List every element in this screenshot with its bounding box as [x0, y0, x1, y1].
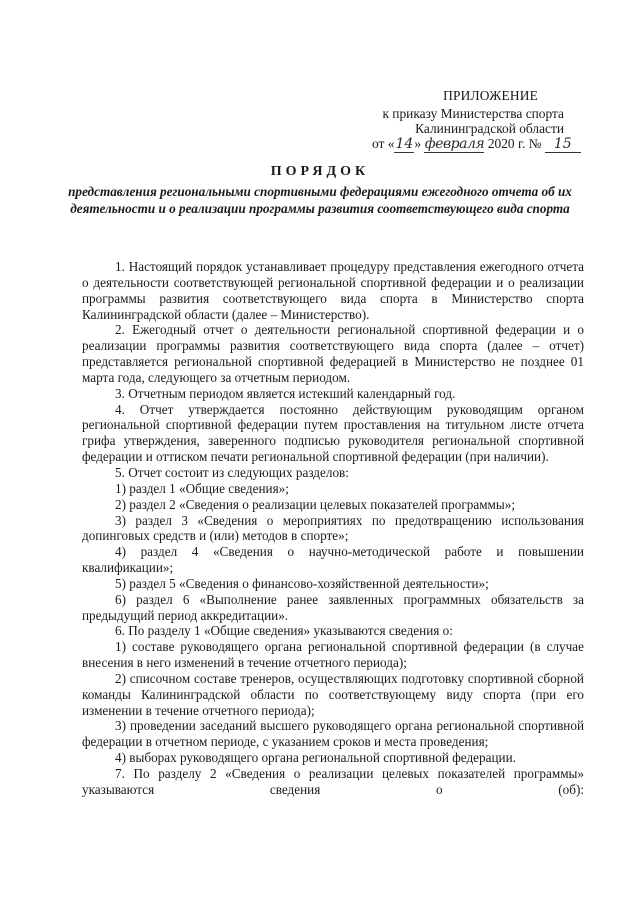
date-mid: » — [414, 136, 422, 151]
list-item-5-2: 2) раздел 2 «Сведения о реализации целевых показателей программы»; — [115, 496, 515, 512]
paragraph-4: 4. Отчет утверждается постоянно действующим руководящим органом региональной спортивной федерации путем проставления на титульном листе отчета грифа утверждения, заверенного подписью руководителя региональной спортивной федерации и оттиском печати региональной спортивной федерации (при наличии). — [82, 401, 584, 465]
order-reference-line2: Калининградской области — [415, 121, 564, 136]
list-item-5-1: 1) раздел 1 «Общие сведения»; — [115, 480, 289, 496]
order-date-line — [372, 136, 581, 153]
list-item-5-4: 4) раздел 4 «Сведения о научно-методической работе и повышении квалификации»; — [82, 544, 584, 576]
list-item-6-3: 3) проведении заседаний высшего руководящего органа региональной спортивной федерации в отчетном периоде, с указанием сроков и места проведения; — [82, 718, 584, 750]
document-title: ПОРЯДОК — [270, 164, 370, 179]
date-year: 2020 г. № — [487, 136, 542, 151]
appendix-title: ПРИЛОЖЕНИЕ — [443, 88, 538, 103]
paragraph-3: 3. Отчетным периодом является истекший календарный год. — [115, 385, 456, 401]
paragraph-2: 2. Ежегодный отчет о деятельности региональной спортивной федерации и о реализации программы развития соответствующего вида спорта (далее – отчет) представляется региональной спортивной федерацией в Министерство не позднее 01 марта года, следующего за отчетным периодом. — [82, 322, 584, 385]
handwritten-month: февраля — [424, 136, 485, 152]
list-item-6-2: 2) списочном составе тренеров, осуществляющих подготовку спортивной сборной команды Калининградской области по соответствующему виду спорта (при его изменении в течение отчетного периода); — [82, 670, 584, 718]
document-body — [82, 259, 584, 798]
paragraph-7: 7. По разделу 2 «Сведения о реализации целевых показателей программы» указываются сведения о (об): — [82, 766, 584, 797]
list-item-5-5: 5) раздел 5 «Сведения о финансово-хозяйственной деятельности»; — [115, 575, 489, 591]
list-item-5-3: 3) раздел 3 «Сведения о мероприятиях по предотвращению использования допинговых средств и (или) методов в спорте»; — [82, 512, 584, 544]
document-subtitle: представления региональными спортивными федерациями ежегодного отчета об их деятельности и о реализации программы развития соответствующего вида спорта — [68, 184, 572, 216]
paragraph-6: 6. По разделу 1 «Общие сведения» указываются сведения о: — [115, 623, 453, 639]
paragraph-1: 1. Настоящий порядок устанавливает процедуру представления ежегодного отчета о деятельности соответствующей региональной спортивной федерации и о реализации программы развития соответствующего вида спорта в Министерство спорта Калининградской области (далее – Министерство). — [82, 259, 584, 322]
list-item-6-1: 1) составе руководящего органа региональной спортивной федерации (в случае внесения в него изменений в течение отчетного периода); — [82, 639, 584, 671]
handwritten-order-number: 15 — [545, 136, 581, 153]
date-prefix: от « — [372, 136, 395, 151]
handwritten-day: 14 — [395, 136, 414, 152]
paragraph-5: 5. Отчет состоит из следующих разделов: — [115, 464, 349, 480]
list-item-5-6: 6) раздел 6 «Выполнение ранее заявленных программных обязательств за предыдущий период аккредитации». — [82, 591, 584, 623]
order-reference-line1: к приказу Министерства спорта — [382, 106, 564, 121]
list-item-6-4: 4) выборах руководящего органа региональной спортивной федерации. — [115, 750, 516, 766]
